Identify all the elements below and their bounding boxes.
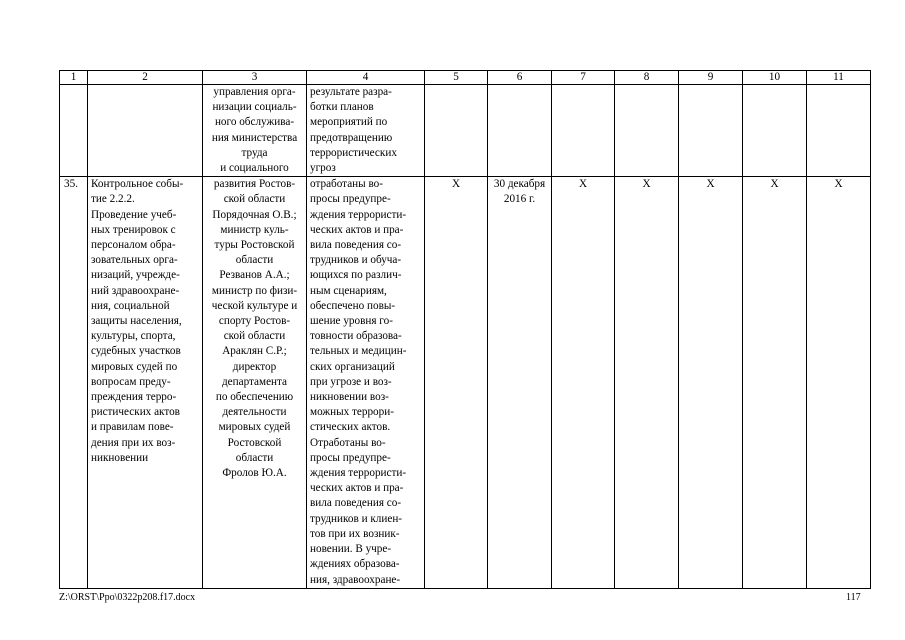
column-number: 6 (488, 71, 552, 85)
event-description-cell: Контрольное собы- тие 2.2.2. Проведение учеб- ных тренировок с персоналом обра- зовательных орга- низаций, учрежде- ний здравоохране- ния, социальной защиты населения, культуры, спорта, судебных участков мировых судей по вопросам преду- преждения терро- ристических актов и правилам пове- дения при их воз- никновении (88, 177, 203, 588)
column-number: 9 (679, 71, 743, 85)
row-number: 35. (60, 177, 88, 588)
responsible-cell: развития Ростов- ской области Порядочная О.В.; министр куль- туры Ростовской области Резванов А.А.; министр по физи- ческой культуре и спорту Ростов- ской области Араклян С.Р.; директор департамента по обеспечению деятельности мировых судей Ростовской области Фролов Ю.А. (203, 177, 307, 588)
responsible-cell: управления орга- низации социаль- ного обслужива- ния министерства труда и социального (203, 85, 307, 177)
column-number: 7 (552, 71, 615, 85)
column-number: 5 (425, 71, 488, 85)
table-cell (552, 85, 615, 177)
column-number: 11 (807, 71, 871, 85)
column-number: 4 (307, 71, 425, 85)
footer-file-path: Z:\ORST\Ppo\0322p208.f17.docx (59, 592, 196, 603)
column-number: 1 (60, 71, 88, 85)
table-row (60, 177, 871, 588)
table-cell (615, 85, 679, 177)
x-mark: X (615, 177, 679, 588)
table-cell (88, 85, 203, 177)
column-number: 8 (615, 71, 679, 85)
continuation-row (60, 85, 871, 177)
table-cell (807, 85, 871, 177)
x-mark: X (552, 177, 615, 588)
deadline-cell: 30 декабря 2016 г. (488, 177, 552, 588)
column-number: 10 (743, 71, 807, 85)
page-number: 117 (846, 592, 861, 603)
x-mark: X (743, 177, 807, 588)
table-cell (488, 85, 552, 177)
column-number: 2 (88, 71, 203, 85)
x-mark: X (679, 177, 743, 588)
x-mark: X (425, 177, 488, 588)
result-cell: результате разра- ботки планов мероприятий по предотвращению террористических угроз (307, 85, 425, 177)
table-cell (743, 85, 807, 177)
table-cell (425, 85, 488, 177)
document-table (59, 70, 871, 589)
table-cell (679, 85, 743, 177)
table-cell (60, 85, 88, 177)
column-number: 3 (203, 71, 307, 85)
column-number-row (60, 71, 871, 85)
result-cell: отработаны во- просы предупре- ждения террористи- ческих актов и пра- вила поведения со- трудников и обуча- ющихся по различ- ным сценариям, обеспечено повы- шение уровня го- товности образова- тельных и медицин- ских организаций при угрозе и воз- никновении воз- можных террори- стических актов. Отработаны во- просы предупре- ждения террористи- ческих актов и пра- вила поведения со- трудников и клиен- тов при их возник- новении. В учре- ждениях образова- ния, здравоохране- (307, 177, 425, 588)
x-mark: X (807, 177, 871, 588)
